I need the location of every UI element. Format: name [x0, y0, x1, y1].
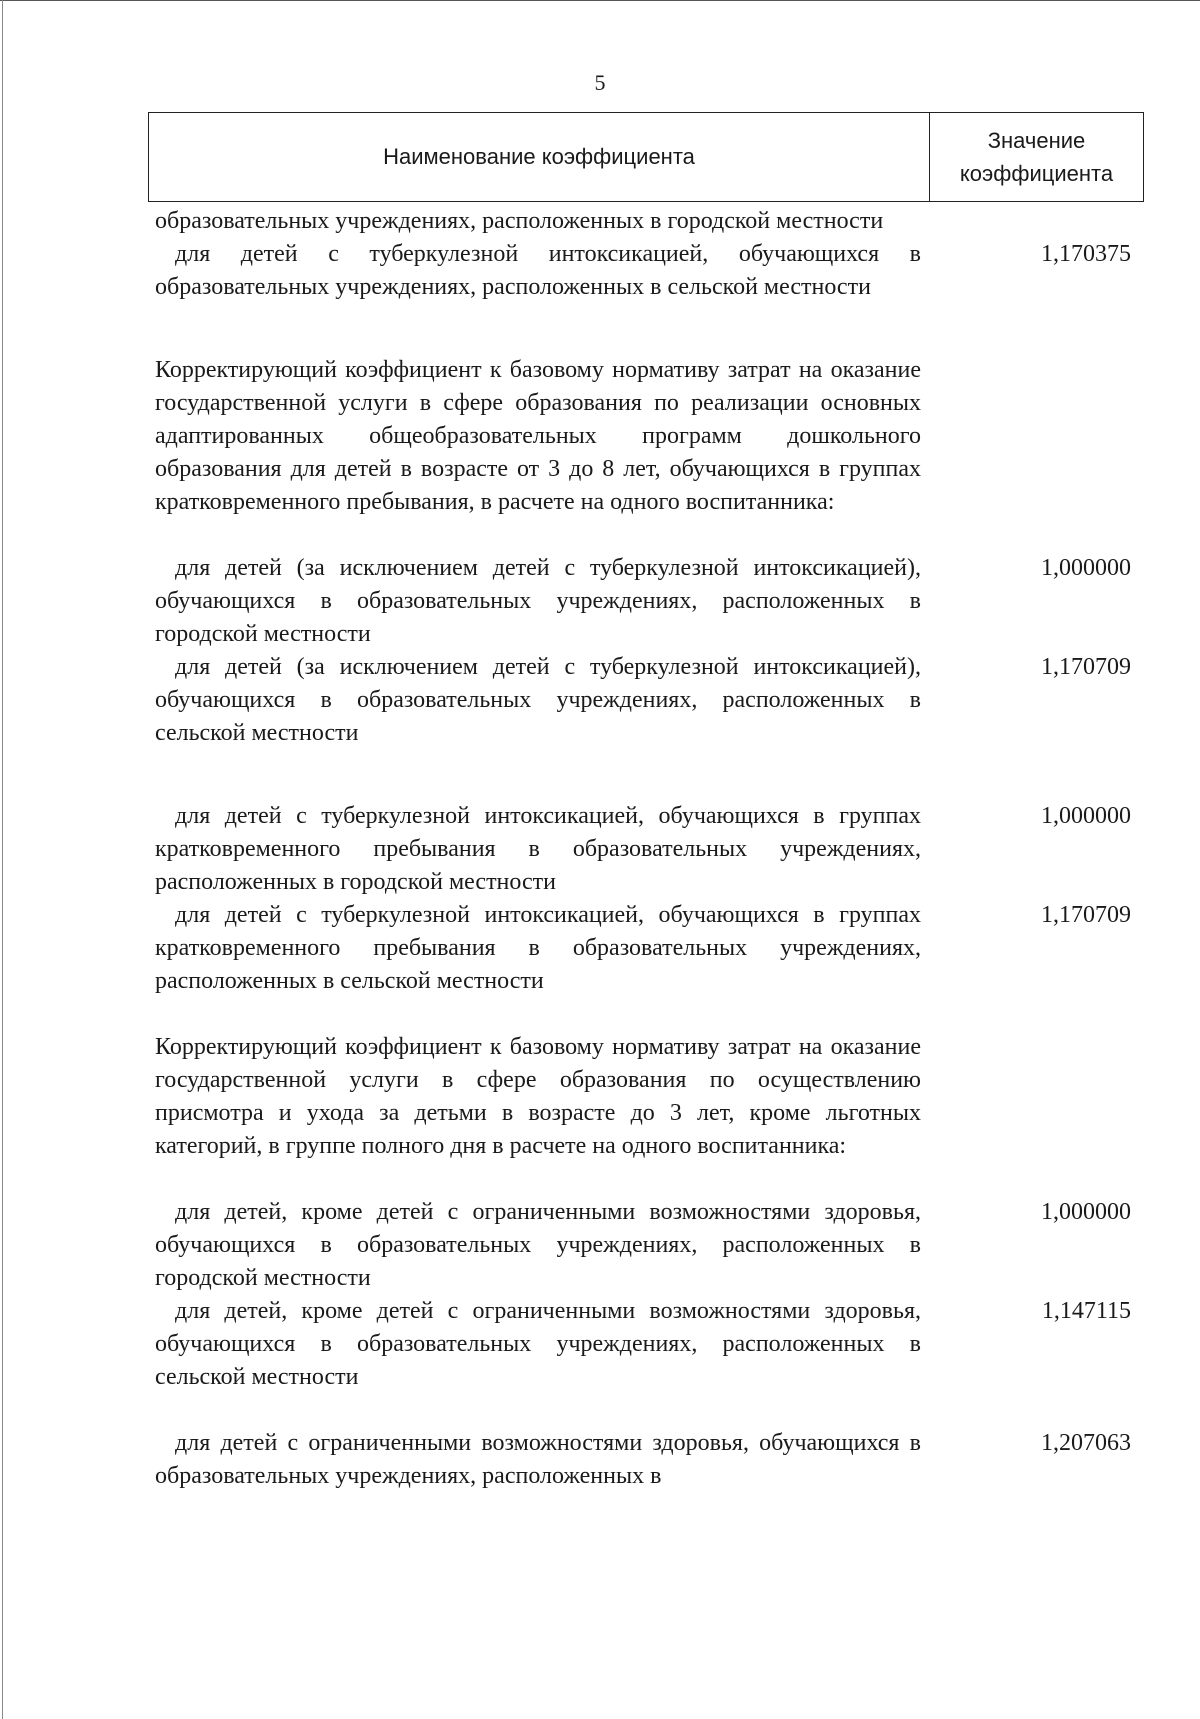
row-value: 1,170709	[1041, 654, 1131, 680]
section-heading-row	[155, 1031, 1155, 1163]
table-header	[148, 112, 1144, 202]
header-value-column: Значение коэффициента	[959, 128, 1114, 186]
row-value: 1,170375	[1041, 241, 1131, 267]
scan-top-edge	[0, 0, 1200, 4]
table-row	[155, 1427, 1155, 1493]
section-heading: Корректирующий коэффициент к базовому нормативу затрат на оказание государственной услуги в сфере образования по реализации основных адаптированных общеобразовательных программ дошкольного образования для детей в возрасте от 3 до 8 лет, обучающихся в группах кратковременного пребывания, в расчете на одного воспитанника:	[155, 357, 921, 515]
table-row	[155, 651, 1155, 750]
row-description: для детей с туберкулезной интоксикацией, обучающихся в группах кратковременного пребывания в образовательных учреждениях, расположенных в сельской местности	[155, 902, 921, 994]
row-value: 1,000000	[1041, 1199, 1131, 1225]
scan-left-edge	[2, 0, 3, 1719]
row-value: 1,207063	[1041, 1430, 1131, 1456]
header-name-column: Наименование коэффициента	[149, 113, 930, 201]
row-value: 1,147115	[1041, 1298, 1131, 1324]
row-description: для детей, кроме детей с ограниченными возможностями здоровья, обучающихся в образовательных учреждениях, расположенных в сельской местности	[155, 1298, 921, 1390]
table-row	[155, 1295, 1155, 1394]
row-value: 1,000000	[1041, 803, 1131, 829]
row-description: для детей с ограниченными возможностями здоровья, обучающихся в образовательных учреждениях, расположенных в	[155, 1430, 921, 1489]
table-row	[155, 238, 1155, 304]
row-description: для детей с туберкулезной интоксикацией, обучающихся в образовательных учреждениях, расположенных в сельской местности	[155, 241, 921, 300]
row-description: для детей с туберкулезной интоксикацией, обучающихся в группах кратковременного пребывания в образовательных учреждениях, расположенных в городской местности	[155, 803, 921, 895]
section-heading: Корректирующий коэффициент к базовому нормативу затрат на оказание государственной услуги в сфере образования по осуществлению присмотра и ухода за детьми в возрасте до 3 лет, кроме льготных категорий, в группе полного дня в расчете на одного воспитанника:	[155, 1034, 921, 1159]
page-number: 5	[594, 70, 606, 95]
table-row	[155, 800, 1155, 899]
row-value: 1,000000	[1041, 555, 1131, 581]
table-row	[155, 899, 1155, 998]
table-row	[155, 552, 1155, 651]
table-row	[155, 205, 1155, 238]
coefficient-table-body	[155, 205, 1155, 1493]
row-description: образовательных учреждениях, расположенных в городской местности	[155, 208, 884, 234]
table-row	[155, 1196, 1155, 1295]
row-description: для детей, кроме детей с ограниченными возможностями здоровья, обучающихся в образовательных учреждениях, расположенных в городской местности	[155, 1199, 921, 1291]
row-value: 1,170709	[1041, 902, 1131, 928]
row-description: для детей (за исключением детей с туберкулезной интоксикацией), обучающихся в образовательных учреждениях, расположенных в городской местности	[155, 555, 921, 647]
section-heading-row	[155, 354, 1155, 519]
row-description: для детей (за исключением детей с туберкулезной интоксикацией), обучающихся в образовательных учреждениях, расположенных в сельской местности	[155, 654, 921, 746]
